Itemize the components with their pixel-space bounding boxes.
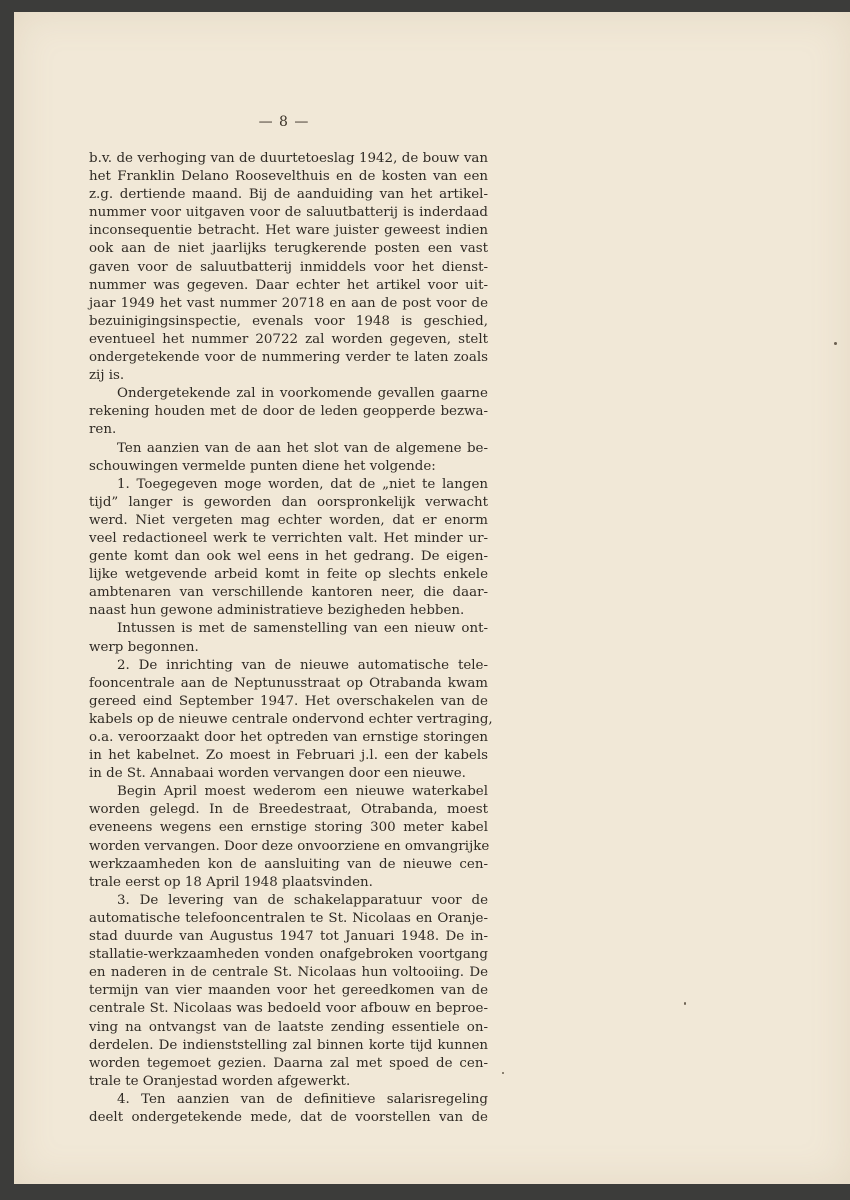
text-line: o.a. veroorzaakt door het optreden van ernstige storingen xyxy=(89,730,488,745)
paragraph xyxy=(89,385,488,439)
document-body xyxy=(89,150,493,1127)
text-line: stad duurde van Augustus 1947 tot Januari 1948. De in- xyxy=(89,929,488,945)
text-line: inconsequentie betracht. Het ware juister geweest indien xyxy=(89,223,488,239)
text-line: Intussen is met de samenstelling van een nieuw ont- xyxy=(117,621,488,637)
text-line: eveneens wegens een ernstige storing 300 meter kabel xyxy=(89,820,488,836)
text-line: schouwingen vermelde punten diene het volgende: xyxy=(89,458,436,474)
paragraph xyxy=(89,620,488,656)
text-line: veel redactioneel werk te verrichten valt. Het minder ur- xyxy=(89,530,488,546)
text-line: naast hun gewone administratieve bezigheden hebben. xyxy=(89,603,465,619)
text-line: het Franklin Delano Roosevelthuis en de kosten van een xyxy=(89,169,488,185)
paper-speck xyxy=(502,1072,504,1074)
page-number: — 8 — xyxy=(258,114,310,130)
text-line: b.v. de verhoging van de duurtetoeslag 1942, de bouw van xyxy=(89,151,488,166)
text-line: werd. Niet vergeten mag echter worden, dat er enorm xyxy=(89,512,488,528)
document-page xyxy=(14,12,850,1184)
text-line: eventueel het nummer 20722 zal worden gegeven, stelt xyxy=(89,331,488,347)
text-line: en naderen in de centrale St. Nicolaas hun voltooiing. De xyxy=(89,965,488,981)
text-line: centrale St. Nicolaas was bedoeld voor afbouw en beproe- xyxy=(89,1001,488,1017)
text-line: gente komt dan ook wel eens in het gedrang. De eigen- xyxy=(89,549,488,565)
text-line: in het kabelnet. Zo moest in Februari j.l. een der kabels xyxy=(89,748,488,764)
text-line: zij is. xyxy=(89,368,125,384)
text-line: Begin April moest wederom een nieuwe waterkabel xyxy=(117,784,488,800)
text-line: fooncentrale aan de Neptunusstraat op Otrabanda kwam xyxy=(89,675,488,691)
text-line: nummer was gegeven. Daar echter het artikel voor uit- xyxy=(89,277,488,293)
paragraph xyxy=(89,657,493,784)
text-line: werp begonnen. xyxy=(89,639,199,655)
paragraph xyxy=(89,783,488,892)
paragraph xyxy=(89,476,488,621)
text-line: werkzaamheden kon de aansluiting van de nieuwe cen- xyxy=(89,856,488,872)
text-line: gaven voor de saluutbatterij inmiddels voor het dienst- xyxy=(89,259,488,275)
text-line: rekening houden met de door de leden geopperde bezwa- xyxy=(89,404,488,420)
paragraph xyxy=(89,440,488,476)
text-line: ondergetekende voor de nummering verder te laten zoals xyxy=(89,350,488,366)
text-line: ook aan de niet jaarlijks terugkerende posten een vast xyxy=(89,241,488,257)
text-line: ren. xyxy=(89,422,117,438)
paragraph xyxy=(89,892,488,1091)
text-line: gereed eind September 1947. Het overschakelen van de xyxy=(89,693,488,709)
text-line: stallatie-werkzaamheden vonden onafgebroken voortgang xyxy=(89,947,488,963)
text-line: automatische telefooncentralen te St. Nicolaas en Oranje- xyxy=(89,910,488,926)
text-line: in de St. Annabaai worden vervangen door een nieuwe. xyxy=(89,766,466,782)
text-line: lijke wetgevende arbeid komt in feite op slechts enkele xyxy=(89,567,488,583)
text-line: 2. De inrichting van de nieuwe automatische tele- xyxy=(117,657,488,673)
text-line: 1. Toegegeven moge worden, dat de „niet te langen xyxy=(117,476,488,492)
text-line: trale eerst op 18 April 1948 plaatsvinden. xyxy=(89,874,373,890)
text-line: z.g. dertiende maand. Bij de aanduiding van het artikel- xyxy=(89,187,488,203)
text-line: nummer voor uitgaven voor de saluutbatterij is inderdaad xyxy=(89,205,488,221)
text-line: kabels op de nieuwe centrale ondervond echter vertraging, xyxy=(89,711,493,727)
text-line: jaar 1949 het vast nummer 20718 en aan de post voor de xyxy=(89,295,488,311)
text-line: trale te Oranjestad worden afgewerkt. xyxy=(89,1073,351,1089)
text-line: ambtenaren van verschillende kantoren neer, die daar- xyxy=(89,585,488,601)
text-line: 3. De levering van de schakelapparatuur voor de xyxy=(117,892,488,908)
paragraph xyxy=(89,150,488,385)
text-line: tijd” langer is geworden dan oorspronkelijk verwacht xyxy=(89,494,488,510)
text-line: worden tegemoet gezien. Daarna zal met spoed de cen- xyxy=(89,1055,488,1071)
text-line: ving na ontvangst van de laatste zending essentiele on- xyxy=(89,1019,488,1035)
paragraph xyxy=(89,1091,488,1127)
paper-speck xyxy=(684,1002,686,1005)
text-line: Ondergetekende zal in voorkomende gevallen gaarne xyxy=(117,386,488,402)
text-line: Ten aanzien van de aan het slot van de algemene be- xyxy=(117,440,488,456)
text-line: termijn van vier maanden voor het gereedkomen van de xyxy=(89,983,488,999)
text-line: deelt ondergetekende mede, dat de voorstellen van de xyxy=(89,1109,488,1125)
paper-speck xyxy=(834,342,837,345)
text-line: worden vervangen. Door deze onvoorziene en omvangrijke xyxy=(89,838,490,854)
text-line: derdelen. De indienststelling zal binnen korte tijd kunnen xyxy=(89,1037,488,1053)
text-line: worden gelegd. In de Breedestraat, Otrabanda, moest xyxy=(89,802,488,818)
text-line: 4. Ten aanzien van de definitieve salarisregeling xyxy=(117,1091,488,1107)
text-line: bezuinigingsinspectie, evenals voor 1948 is geschied, xyxy=(89,313,488,329)
